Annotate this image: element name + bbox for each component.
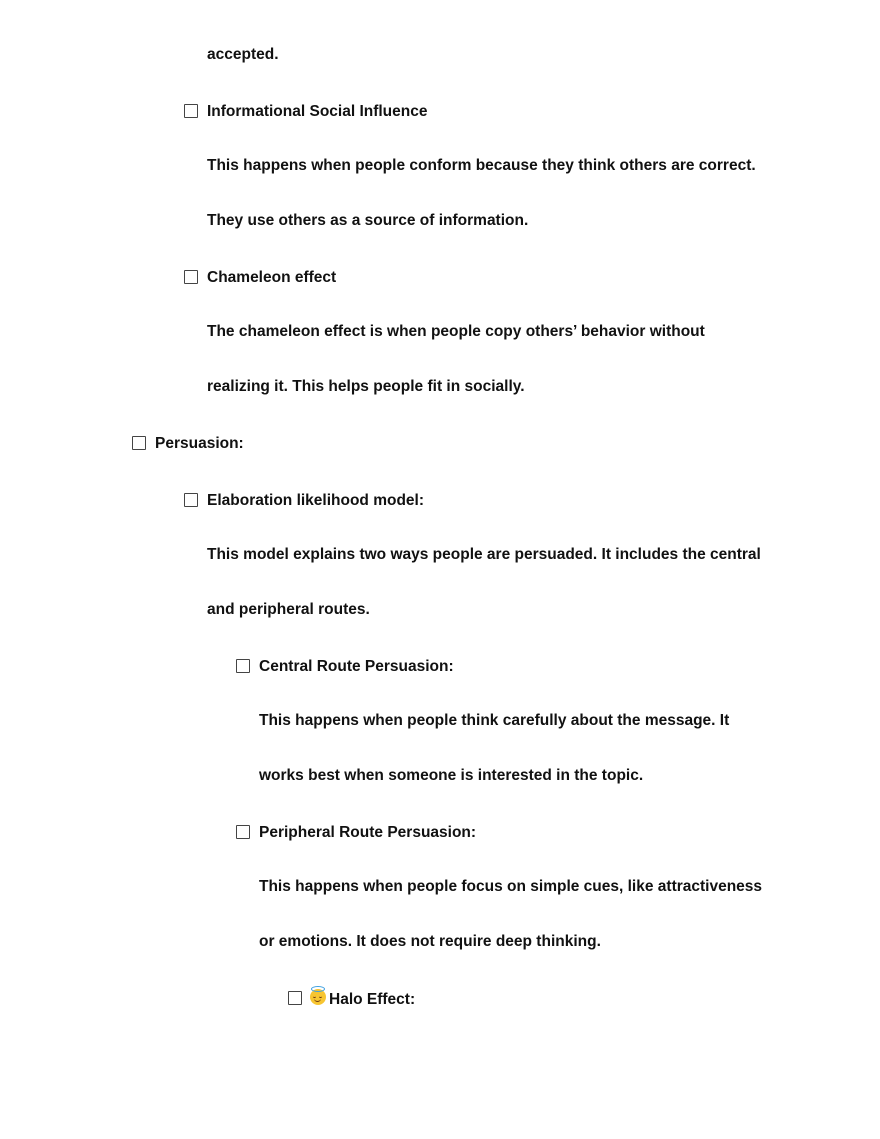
heading-elaboration-likelihood-model: Elaboration likelihood model: — [207, 492, 425, 509]
checkbox-elaboration-likelihood-model[interactable] — [184, 493, 198, 507]
peripheral-body-line-1: This happens when people focus on simple cues, like attractiveness — [259, 878, 763, 895]
checkbox-chameleon-effect[interactable] — [184, 270, 198, 284]
heading-informational-social-influence: Informational Social Influence — [207, 103, 428, 120]
heading-peripheral-route-persuasion: Peripheral Route Persuasion: — [259, 824, 477, 841]
central-body-line-2: works best when someone is interested in the topic. — [259, 767, 644, 784]
checkbox-halo-effect[interactable] — [288, 991, 302, 1005]
chameleon-body-line-2: realizing it. This helps people fit in socially. — [207, 378, 525, 395]
elm-body-line-2: and peripheral routes. — [207, 601, 370, 618]
heading-halo-effect: Halo Effect: — [329, 991, 416, 1008]
peripheral-body-line-2: or emotions. It does not require deep thinking. — [259, 933, 601, 950]
elm-body-line-1: This model explains two ways people are persuaded. It includes the central — [207, 546, 761, 563]
checkbox-persuasion[interactable] — [132, 436, 146, 450]
checkbox-central-route-persuasion[interactable] — [236, 659, 250, 673]
heading-chameleon-effect: Chameleon effect — [207, 269, 337, 286]
checkbox-peripheral-route-persuasion[interactable] — [236, 825, 250, 839]
central-body-line-1: This happens when people think carefully about the message. It — [259, 712, 730, 729]
smiling-face-with-halo-icon — [310, 989, 326, 1005]
informational-body-line-2: They use others as a source of information. — [207, 212, 529, 229]
chameleon-body-line-1: The chameleon effect is when people copy others’ behavior without — [207, 323, 705, 340]
informational-body-line-1: This happens when people conform because they think others are correct. — [207, 157, 756, 174]
text-accepted: accepted. — [207, 46, 279, 63]
heading-halo-effect-row — [310, 989, 415, 1010]
checkbox-informational-social-influence[interactable] — [184, 104, 198, 118]
heading-central-route-persuasion: Central Route Persuasion: — [259, 658, 454, 675]
heading-persuasion: Persuasion: — [155, 435, 244, 452]
